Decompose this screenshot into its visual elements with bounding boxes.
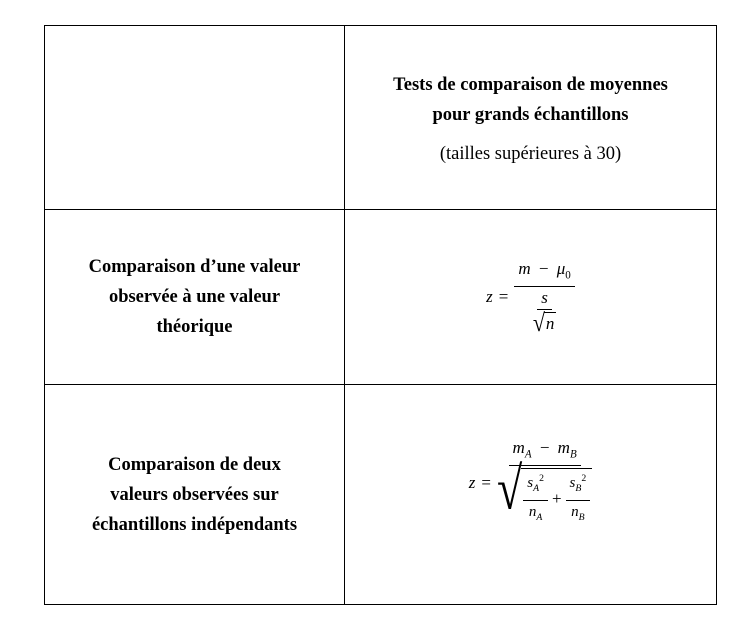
table-row [45, 210, 717, 385]
formula-fraction [497, 439, 592, 527]
variance-fraction-a [523, 470, 548, 527]
row-label-line: théorique [156, 317, 233, 337]
symbol-m: m [512, 438, 525, 457]
symbol-n: n [528, 504, 537, 521]
header-title-line1: Tests de comparaison de moyennes [393, 75, 668, 95]
symbol-n: n [545, 314, 555, 334]
symbol-minus: − [538, 258, 549, 278]
symbol-s: s [541, 288, 548, 308]
subscript-a: A [524, 448, 532, 461]
symbol-mu: μ [556, 258, 566, 278]
table-row [45, 385, 717, 605]
subscript-b: B [569, 448, 577, 461]
comparison-table [44, 25, 717, 605]
symbol-n: n [571, 504, 579, 521]
header-cell [345, 26, 717, 210]
row-label-line: observée à une valeur [108, 287, 281, 307]
subscript-b: B [575, 483, 582, 495]
exponent-two: 2 [581, 473, 587, 485]
inner-numerator [537, 289, 552, 310]
square-root [532, 308, 557, 337]
row-label-line: échantillons indépendants [91, 514, 298, 535]
subscript-b: B [578, 512, 585, 524]
symbol-mu-sub: 0 [565, 269, 571, 282]
symbol-plus: + [551, 488, 562, 508]
formula-lhs: z [486, 286, 493, 306]
header-title-line2: pour grands échantillons [432, 105, 629, 125]
row-label-line: Comparaison de deux [108, 454, 281, 475]
variance-fraction-b [566, 470, 591, 527]
z-score-formula-one-sample [486, 258, 575, 337]
formula-cell [345, 210, 717, 385]
formula-cell [345, 385, 717, 605]
formula-denominator [532, 287, 557, 337]
radical-sign-icon: √ [497, 455, 523, 522]
inner-fraction [532, 288, 557, 337]
radical-sign-icon: √ [532, 308, 545, 337]
exponent-two: 2 [539, 473, 544, 485]
row-label-line: valeurs observées sur [110, 484, 279, 505]
subscript-a: A [533, 483, 540, 495]
z-score-formula-two-samples [469, 439, 592, 527]
symbol-m: m [518, 258, 531, 278]
header-note: (tailles supérieures à 30) [439, 144, 622, 164]
formula-lhs: z [468, 473, 476, 493]
row-label-line: Comparaison d’une valeur [88, 257, 301, 277]
inner-denominator [532, 308, 557, 337]
symbol-minus: − [539, 438, 550, 457]
symbol-s: s [527, 475, 534, 492]
row-label-cell [45, 210, 345, 385]
symbol-s: s [569, 475, 576, 492]
symbol-m: m [557, 438, 570, 457]
subscript-a: A [536, 512, 543, 524]
formula-numerator [514, 260, 574, 287]
formula-equals: = [481, 473, 491, 493]
table-header-row [45, 26, 717, 210]
formula-fraction [514, 258, 574, 337]
square-root [497, 455, 592, 527]
formula-denominator [497, 455, 592, 527]
row-label-cell [45, 385, 345, 605]
formula-equals: = [498, 286, 509, 306]
empty-corner-cell [45, 26, 345, 210]
